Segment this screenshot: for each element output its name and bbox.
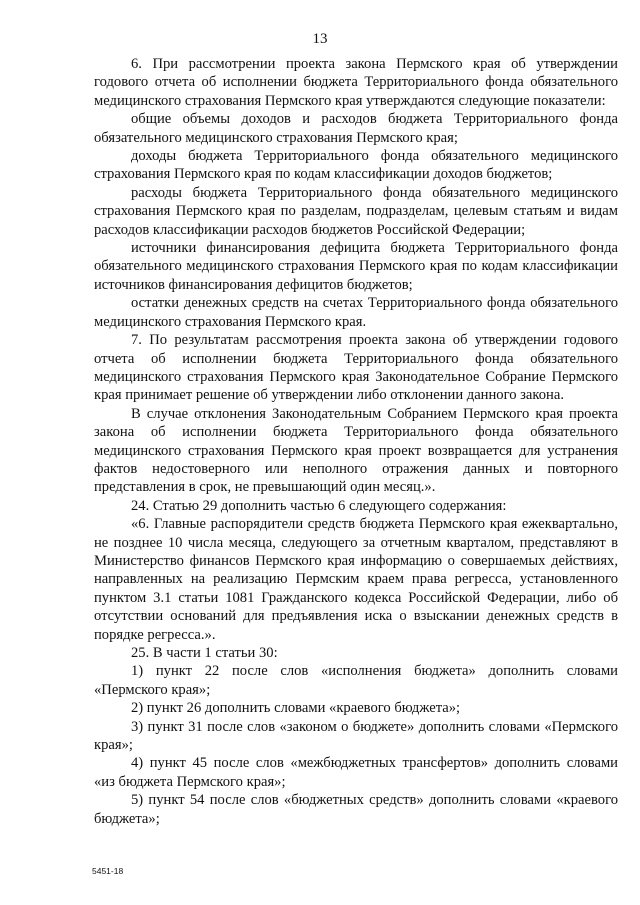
document-code: 5451-18 <box>92 866 124 876</box>
document-body <box>94 55 618 828</box>
paragraph: 3) пункт 31 после слов «законом о бюджете» дополнить словами «Пермского края»; <box>94 718 618 754</box>
paragraph: 24. Статью 29 дополнить частью 6 следующего содержания: <box>131 497 507 514</box>
paragraph: расходы бюджета Территориального фонда обязательного медицинского страхования Пермского края по разделам, подразделам, целевым статьям и видам расходов классификации расходов бюджетов Российской Федерации; <box>94 184 618 238</box>
paragraph: остатки денежных средств на счетах Территориального фонда обязательного медицинского страхования Пермского края. <box>94 295 618 330</box>
paragraph: доходы бюджета Территориального фонда обязательного медицинского страхования Пермского края по кодам классификации доходов бюджетов; <box>94 148 618 183</box>
paragraph: 6. При рассмотрении проекта закона Пермского края об утверждении годового отчета об исполнении бюджета Территориального фонда обязательного медицинского страхования Пермского края утверждаются следующие показатели: <box>94 56 618 109</box>
paragraph: 5) пункт 54 после слов «бюджетных средств» дополнить словами «краевого бюджета»; <box>94 792 618 827</box>
paragraph: 1) пункт 22 после слов «исполнения бюджета» дополнить словами «Пермского края»; <box>94 663 618 698</box>
paragraph: 7. По результатам рассмотрения проекта закона об утверждении годового отчета об исполнении бюджета Территориального фонда обязательного медицинского страхования Пермского края Законодательное Собрание Пермского края принимает решение об утверждении либо отклонении данного закона. <box>94 332 618 404</box>
paragraph: источники финансирования дефицита бюджета Территориального фонда обязательного медицинского страхования Пермского края по кодам классификации источников финансирования дефицитов бюджетов; <box>94 240 618 293</box>
paragraph: В случае отклонения Законодательным Собранием Пермского края проекта закона об исполнении бюджета Территориального фонда обязательного медицинского страхования Пермского края проект возвращается для устранения фактов недостоверного или неполного отражения данных и повторного представления в срок, не превышающий один месяц.». <box>94 405 618 496</box>
paragraph: 4) пункт 45 после слов «межбюджетных трансфертов» дополнить словами «из бюджета Пермского края»; <box>94 755 618 790</box>
page-number: 13 <box>312 31 328 47</box>
paragraph: 2) пункт 26 дополнить словами «краевого бюджета»; <box>131 700 461 717</box>
paragraph: «6. Главные распорядители средств бюджета Пермского края ежеквартально, не позднее 10 числа месяца, следующего за отчетным кварталом, представляют в Министерство финансов Пермского края информацию о совершаемых действиях, направленных на реализацию Пермским краем права регресса, установленного пунктом 3.1 статьи 1081 Гражданского кодекса Российской Федерации, либо об отсутствии оснований для предъявления иска о взыскании денежных средств в порядке регресса.». <box>94 516 618 643</box>
paragraph: общие объемы доходов и расходов бюджета Территориального фонда обязательного медицинского страхования Пермского края; <box>94 111 618 146</box>
paragraph: 25. В части 1 статьи 30: <box>131 645 278 661</box>
